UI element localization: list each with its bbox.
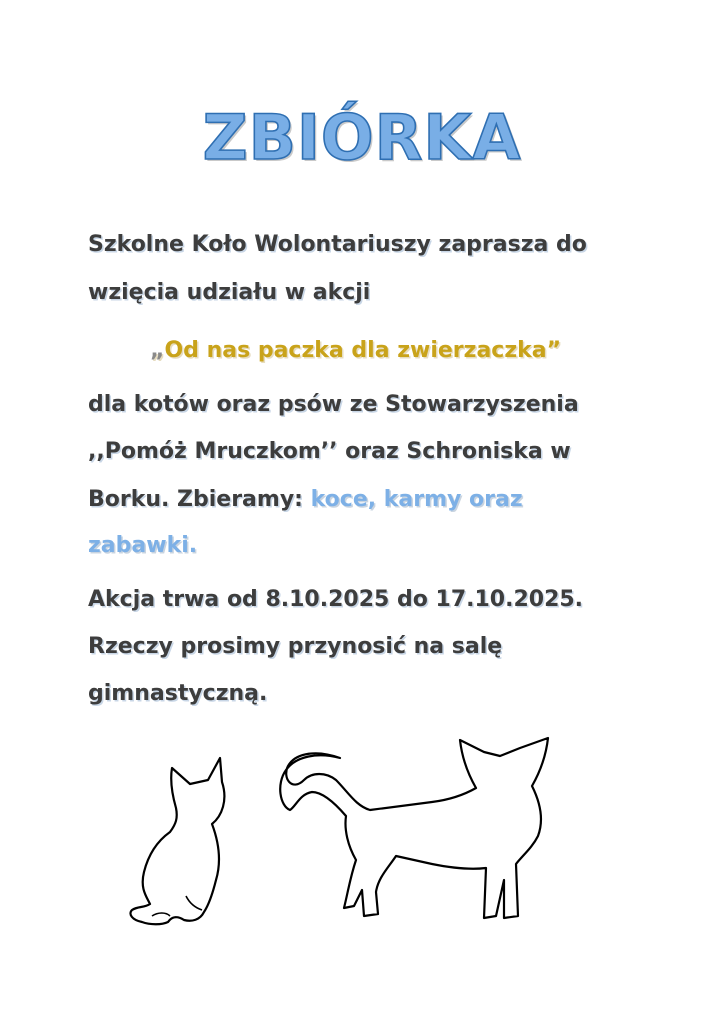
beneficiaries-line-2: ,,Pomóż Mruczkom’’ oraz Schroniska w bbox=[88, 439, 571, 464]
open-quote: „ bbox=[150, 338, 165, 363]
campaign-name: Od nas paczka dla zwierzaczka bbox=[164, 338, 547, 363]
location-line-2: gimnastyczną. bbox=[88, 681, 268, 706]
invitation-line-2: wzięcia udziału w akcji bbox=[88, 280, 371, 305]
campaign-name-line bbox=[150, 336, 561, 366]
cat-illustrations bbox=[0, 720, 724, 960]
collection-prefix: Borku. Zbieramy: bbox=[88, 487, 311, 512]
standing-cat-icon bbox=[280, 738, 548, 918]
collection-line bbox=[88, 485, 523, 515]
beneficiaries-line-1: dla kotów oraz psów ze Stowarzyszenia bbox=[88, 392, 579, 417]
invitation-line-1: Szkolne Koło Wolontariuszy zaprasza do bbox=[88, 232, 587, 257]
collected-items-continued: zabawki. bbox=[88, 533, 198, 558]
sitting-cat-icon bbox=[130, 758, 224, 924]
close-quote: ” bbox=[546, 338, 562, 363]
location-line-1: Rzeczy prosimy przynosić na salę bbox=[88, 634, 503, 659]
poster-title: ZBIÓRKA bbox=[202, 101, 522, 174]
dates-line: Akcja trwa od 8.10.2025 do 17.10.2025. bbox=[88, 587, 584, 612]
collected-items: koce, karmy oraz bbox=[310, 487, 523, 512]
